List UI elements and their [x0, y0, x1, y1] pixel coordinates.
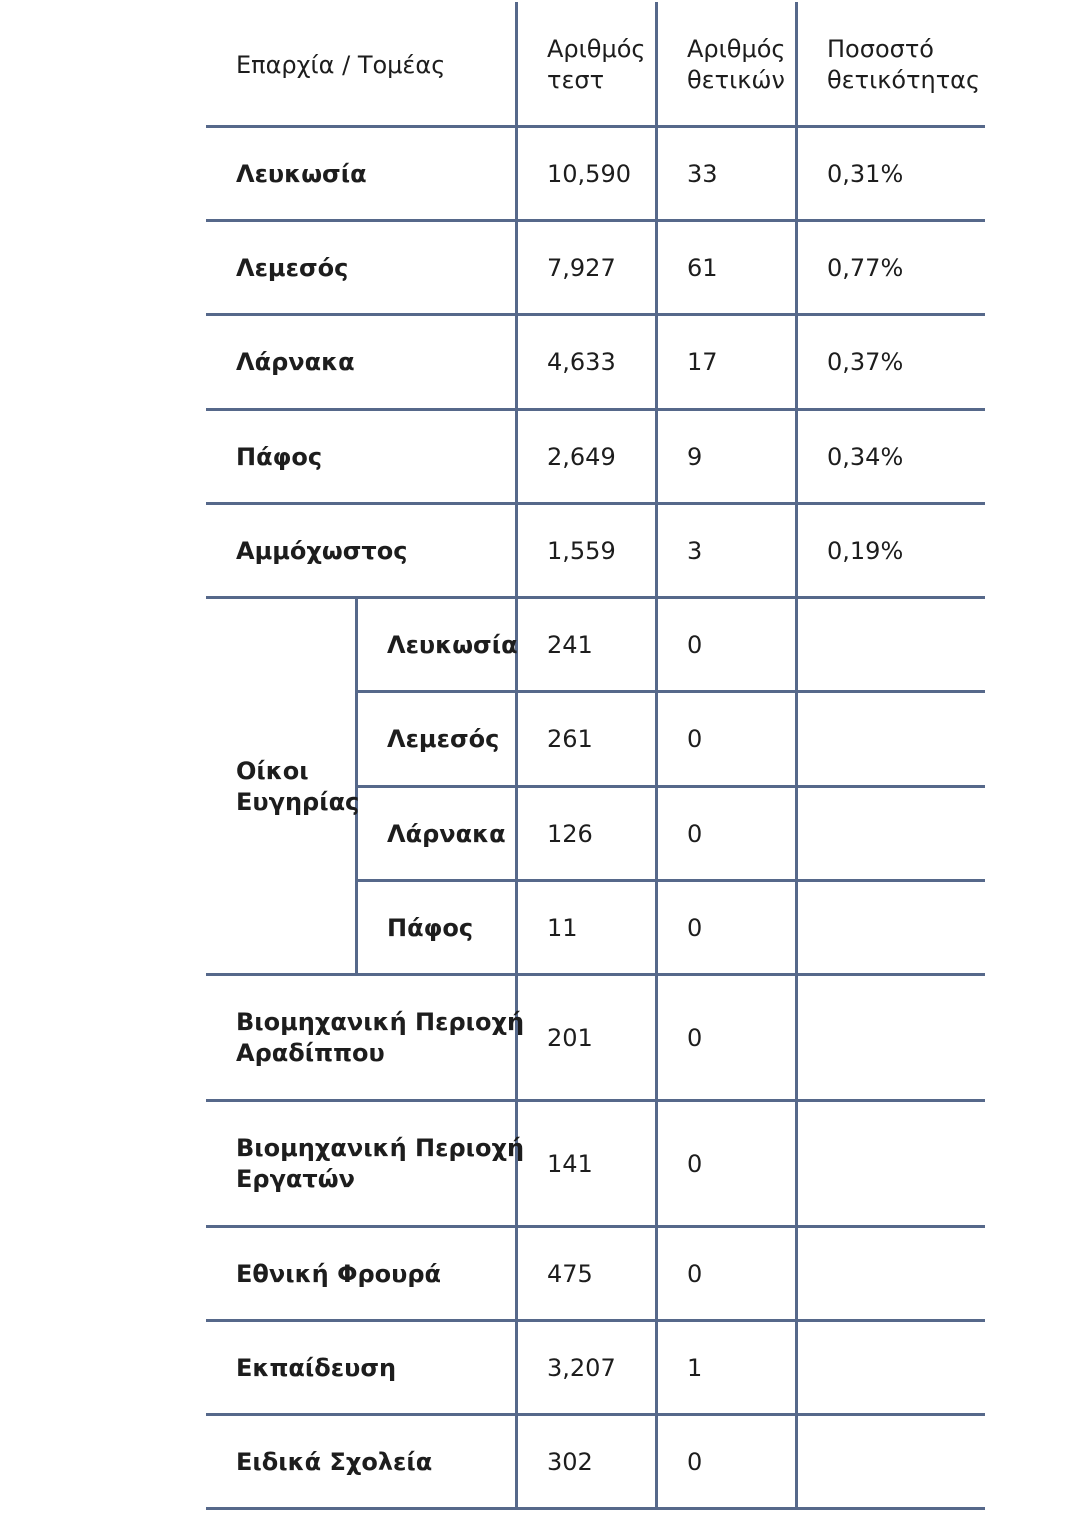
- row-positives-text: 0: [687, 1447, 703, 1476]
- row-positives-text: 0: [687, 1259, 703, 1288]
- row-label-line: Αραδίππου: [236, 1039, 385, 1067]
- subrow-label: [387, 882, 473, 974]
- row-label: [236, 411, 322, 503]
- subrow-positives-text: 0: [687, 913, 703, 942]
- row-positives-text: 1: [687, 1353, 703, 1382]
- header-positives-line2: θετικών: [687, 66, 785, 94]
- row-tests: [547, 316, 616, 409]
- header-rate: [827, 30, 980, 100]
- row-positives: [687, 128, 718, 220]
- row-positives-text: 61: [687, 253, 718, 282]
- subrow-positives: [687, 788, 702, 880]
- row-label-text: Λεμεσός: [236, 253, 349, 282]
- row-positives: [687, 1228, 702, 1320]
- subrow-tests: [547, 693, 593, 786]
- row-label: [236, 128, 367, 220]
- row-label-line: Εθνική Φρουρά: [236, 1259, 442, 1288]
- subrow-positives: [687, 599, 702, 691]
- row-tests-text: 475: [547, 1259, 593, 1288]
- row-positives-text: 33: [687, 159, 718, 188]
- row-tests: [547, 222, 616, 314]
- row-label-text: Λάρνακα: [236, 348, 355, 376]
- row-label-line: Βιομηχανική Περιοχή: [236, 1008, 525, 1036]
- subrow-positives: [687, 882, 702, 974]
- row-tests-text: 201: [547, 1023, 593, 1052]
- row-positives-text: 17: [687, 348, 718, 376]
- row-label: [236, 1416, 432, 1508]
- column-divider: [515, 2, 518, 1508]
- row-rate: [827, 222, 903, 314]
- row-positives: [687, 1322, 702, 1414]
- row-label: [236, 1322, 396, 1414]
- row-rate-text: 0,37%: [827, 348, 904, 376]
- header-rate-line2: θετικότητας: [827, 66, 981, 94]
- row-positives: [687, 1416, 702, 1508]
- header-rate-line1: Ποσοστό: [827, 35, 934, 63]
- subrow-tests-text: 11: [547, 913, 578, 942]
- subrow-label-text: Λάρνακα: [387, 819, 506, 848]
- column-divider: [795, 2, 798, 1508]
- row-positives: [687, 316, 718, 409]
- row-label-line: Ειδικά Σχολεία: [236, 1447, 433, 1476]
- row-tests: [547, 411, 616, 503]
- row-rate-text: 0,34%: [827, 442, 904, 471]
- row-tests: [547, 1228, 593, 1320]
- header-tests-line1: Αριθμός: [547, 35, 646, 63]
- row-tests-text: 7,927: [547, 253, 616, 282]
- subrow-label: [387, 599, 518, 691]
- column-divider: [655, 2, 658, 1508]
- header-region: [236, 30, 445, 100]
- row-rate: [827, 505, 903, 597]
- row-label-line: Βιομηχανική Περιοχή: [236, 1134, 525, 1162]
- row-positives: [687, 505, 702, 597]
- subrow-tests: [547, 599, 593, 691]
- row-rate-text: 0,77%: [827, 253, 904, 282]
- row-label: [236, 976, 524, 1100]
- row-tests-text: 4,633: [547, 348, 616, 376]
- subrow-tests: [547, 882, 578, 974]
- row-tests: [547, 1416, 593, 1508]
- row-rate-text: 0,31%: [827, 159, 904, 188]
- row-tests-text: 3,207: [547, 1353, 616, 1382]
- row-rate: [827, 316, 903, 409]
- group-label: [236, 599, 359, 974]
- row-tests-text: 10,590: [547, 159, 631, 188]
- header-tests: [547, 30, 646, 100]
- row-positives: [687, 411, 702, 503]
- row-tests: [547, 1102, 593, 1226]
- row-tests-text: 2,649: [547, 442, 616, 471]
- header-positives: [687, 30, 786, 100]
- row-tests: [547, 128, 631, 220]
- header-positives-line1: Αριθμός: [687, 35, 786, 63]
- row-tests: [547, 1322, 616, 1414]
- subrow-positives-text: 0: [687, 630, 703, 659]
- row-positives-text: 9: [687, 442, 703, 471]
- row-label: [236, 316, 355, 409]
- row-label: [236, 505, 407, 597]
- subrow-tests-text: 241: [547, 630, 593, 659]
- subrow-label-text: Λεμεσός: [387, 725, 500, 753]
- row-label-text: Λευκωσία: [236, 159, 367, 188]
- row-label: [236, 1228, 441, 1320]
- row-label-line: Εργατών: [236, 1165, 355, 1193]
- row-label-text: Αμμόχωστος: [236, 536, 408, 565]
- row-rate: [827, 411, 903, 503]
- row-tests-text: 141: [547, 1149, 593, 1178]
- subrow-label-text: Λευκωσία: [387, 630, 518, 659]
- row-rate-text: 0,19%: [827, 536, 904, 565]
- row-positives: [687, 1102, 702, 1226]
- row-positives-text: 3: [687, 536, 703, 565]
- row-label-text: Πάφος: [236, 442, 323, 471]
- header-region-text: Επαρχία / Τομέας: [236, 50, 446, 79]
- row-tests: [547, 505, 616, 597]
- subrow-tests-text: 261: [547, 725, 593, 753]
- row-tests-text: 1,559: [547, 536, 616, 565]
- row-label: [236, 1102, 524, 1226]
- subrow-label-text: Πάφος: [387, 913, 474, 942]
- group-label-line: Ευγηρίας: [236, 787, 360, 816]
- row-tests: [547, 976, 593, 1100]
- row-positives-text: 0: [687, 1149, 703, 1178]
- subrow-tests-text: 126: [547, 819, 593, 848]
- row-label: [236, 222, 348, 314]
- subrow-positives: [687, 693, 702, 786]
- row-positives: [687, 222, 718, 314]
- row-rate: [827, 128, 903, 220]
- group-label-line: Οίκοι: [236, 756, 309, 785]
- subrow-tests: [547, 788, 593, 880]
- row-positives: [687, 976, 702, 1100]
- row-positives-text: 0: [687, 1023, 703, 1052]
- row-label-line: Εκπαίδευση: [236, 1353, 397, 1382]
- subrow-positives-text: 0: [687, 819, 703, 848]
- header-tests-line2: τεστ: [547, 66, 605, 94]
- row-tests-text: 302: [547, 1447, 593, 1476]
- subrow-label: [387, 693, 499, 786]
- subrow-positives-text: 0: [687, 725, 703, 753]
- subrow-label: [387, 788, 506, 880]
